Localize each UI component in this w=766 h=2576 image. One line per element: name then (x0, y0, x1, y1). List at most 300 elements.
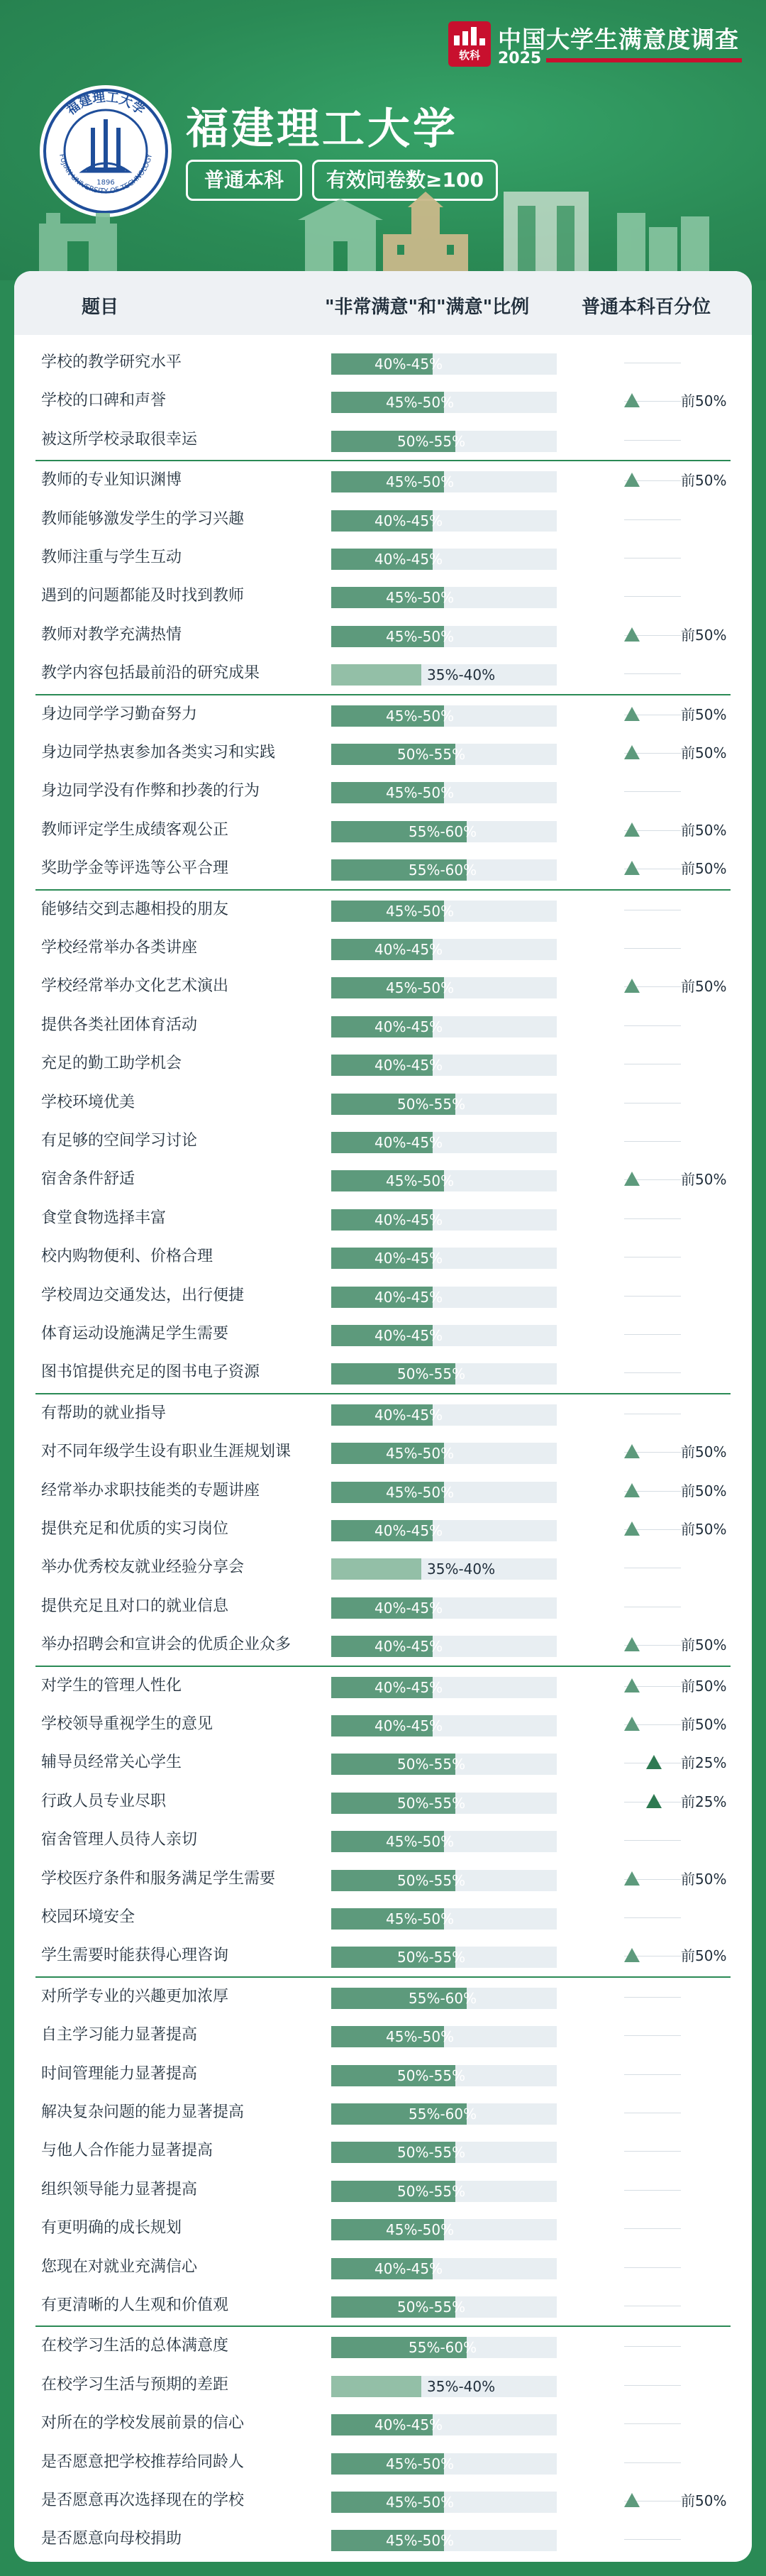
valid-count-badge: 有效问卷数≥100 (312, 160, 498, 201)
question-text: 组织领导能力显著提高 (41, 2180, 198, 2198)
survey-row (14, 1821, 752, 1859)
percentile-label: 前50% (681, 1171, 727, 1189)
survey-logo-text: 软科 (458, 49, 480, 62)
percentile-label: 前50% (681, 1677, 727, 1695)
question-text: 在校学习生活与预期的差距 (41, 2375, 229, 2394)
survey-row (14, 1353, 752, 1392)
ratio-track (331, 1870, 557, 1891)
question-text: 在校学习生活的总体满意度 (41, 2337, 229, 2355)
percentile-guide-line (624, 673, 681, 674)
survey-row (14, 1084, 752, 1122)
question-text: 有帮助的就业指导 (41, 1404, 167, 1422)
question-text: 对所在的学校发展前景的信心 (41, 2414, 245, 2433)
survey-row (14, 1045, 752, 1083)
survey-row (14, 1744, 752, 1782)
survey-row (14, 695, 752, 734)
ratio-label: 40%-45% (374, 1638, 443, 1656)
question-text: 有足够的空间学习讨论 (41, 1132, 198, 1150)
percentile-label: 前50% (681, 821, 727, 839)
question-text: 学校的口碑和声誉 (41, 392, 167, 410)
question-text: 教师评定学生成绩客观公正 (41, 820, 229, 839)
ratio-label: 45%-50% (386, 394, 455, 412)
ratio-bar (331, 1558, 421, 1580)
ratio-track (331, 1170, 557, 1191)
header (0, 0, 766, 280)
ratio-label: 45%-50% (386, 473, 455, 491)
ratio-label: 40%-45% (374, 356, 443, 373)
ratio-track (331, 2219, 557, 2240)
ratio-track (331, 1325, 557, 1346)
percentile-guide-line (624, 1025, 681, 1026)
ratio-track (331, 2026, 557, 2047)
survey-row (14, 1860, 752, 1898)
percentile-triangle-icon (624, 1871, 640, 1886)
survey-row (14, 1199, 752, 1238)
ratio-label: 40%-45% (374, 1134, 443, 1151)
percentile-label: 前25% (681, 1754, 727, 1772)
question-text: 学校领导重视学生的意见 (41, 1715, 213, 1733)
ratio-label: 40%-45% (374, 1717, 443, 1734)
question-text: 与他人合作能力显著提高 (41, 2142, 213, 2160)
survey-row (14, 2016, 752, 2054)
percentile-triangle-icon (624, 473, 640, 487)
ratio-label: 35%-40% (427, 1561, 496, 1578)
percentile-guide-line (624, 2267, 681, 2268)
percentile-triangle-icon (646, 1755, 662, 1769)
percentile-label: 前50% (681, 978, 727, 996)
survey-row (14, 654, 752, 693)
survey-row (14, 1277, 752, 1315)
survey-row (14, 539, 752, 577)
question-text: 自主学习能力显著提高 (41, 2026, 198, 2044)
ratio-track (331, 1908, 557, 1930)
university-name: 福建理工大学 (186, 104, 458, 154)
ratio-track (331, 1209, 557, 1231)
percentile-guide-line (624, 791, 681, 792)
percentile-label: 前50% (681, 392, 727, 410)
ratio-track (331, 2181, 557, 2202)
ratio-track (331, 2492, 557, 2513)
ratio-track (331, 2142, 557, 2163)
percentile-guide-line (624, 1296, 681, 1297)
question-text: 学校经常举办文化艺术演出 (41, 977, 229, 996)
ratio-bar (331, 664, 421, 686)
ratio-track (331, 859, 557, 881)
percentile-guide-line (624, 2151, 681, 2152)
ratio-bar (331, 2376, 421, 2397)
survey-row (14, 1472, 752, 1510)
ratio-track (331, 1363, 557, 1385)
ratio-label: 45%-50% (386, 902, 455, 920)
ratio-track (331, 2296, 557, 2318)
question-text: 被这所学校录取很幸运 (41, 430, 198, 448)
percentile-triangle-icon (624, 1637, 640, 1651)
question-text: 举办招聘会和宣讲会的优质企业众多 (41, 1636, 292, 1654)
ratio-track (331, 2453, 557, 2475)
survey-row (14, 2520, 752, 2558)
percentile-triangle-icon (624, 393, 640, 407)
survey-row (14, 1433, 752, 1471)
ratio-track (331, 549, 557, 570)
ratio-track (331, 1715, 557, 1736)
question-text: 对不同年级学生设有职业生涯规划课 (41, 1443, 292, 1461)
ratio-label: 55%-60% (409, 1989, 477, 2007)
ratio-label: 40%-45% (374, 1406, 443, 1424)
ratio-track (331, 1988, 557, 2009)
percentile-triangle-icon (624, 1444, 640, 1458)
percentile-label: 前25% (681, 1793, 727, 1810)
percentile-triangle-icon (624, 979, 640, 993)
question-text: 您现在对就业充满信心 (41, 2257, 198, 2276)
ratio-track (331, 744, 557, 765)
survey-row (14, 616, 752, 654)
question-text: 学校周边交通发达，出行便捷 (41, 1286, 245, 1304)
ratio-track (331, 782, 557, 803)
ratio-track (331, 1636, 557, 1657)
ratio-label: 50%-55% (397, 432, 466, 450)
survey-row (14, 343, 752, 382)
ratio-label: 50%-55% (397, 2299, 466, 2316)
survey-row (14, 734, 752, 772)
question-text: 身边同学热衷参加各类实习和实践 (41, 744, 276, 761)
percentile-guide-line (624, 2462, 681, 2463)
question-text: 对学生的管理人性化 (41, 1676, 182, 1695)
ratio-label: 50%-55% (397, 1949, 466, 1966)
survey-row (14, 2093, 752, 2132)
ratio-label: 40%-45% (374, 1327, 443, 1344)
question-text: 身边同学没有作弊和抄袭的行为 (41, 782, 260, 800)
ratio-track (331, 471, 557, 492)
percentile-guide-line (624, 1141, 681, 1142)
question-text: 教师注重与学生互动 (41, 549, 182, 566)
ratio-track (331, 1248, 557, 1269)
percentile-label: 前50% (681, 1716, 727, 1733)
question-text: 是否愿意向母校捐助 (41, 2530, 182, 2548)
question-text: 充足的勤工助学机会 (41, 1055, 182, 1073)
ratio-track (331, 1677, 557, 1698)
question-text: 宿舍管理人员待人亲切 (41, 1831, 198, 1849)
ratio-track (331, 431, 557, 452)
percentile-triangle-icon (624, 1678, 640, 1692)
survey-row (14, 772, 752, 810)
percentile-guide-line (624, 2035, 681, 2036)
survey-row (14, 500, 752, 539)
question-text: 奖助学金等评选等公平合理 (41, 859, 229, 878)
ratio-track (331, 2337, 557, 2358)
question-text: 体育运动设施满足学生需要 (41, 1325, 229, 1343)
ratio-label: 45%-50% (386, 979, 455, 997)
question-text: 图书馆提供充足的图书电子资源 (41, 1363, 260, 1382)
ratio-label: 45%-50% (386, 1172, 455, 1190)
percentile-guide-line (624, 2228, 681, 2229)
ratio-label: 40%-45% (374, 1250, 443, 1267)
survey-row (14, 1548, 752, 1587)
ratio-track (331, 1754, 557, 1775)
percentile-guide-line (624, 2346, 681, 2347)
question-text: 能够结交到志趣相投的朋友 (41, 900, 229, 918)
question-text: 教师的专业知识渊博 (41, 471, 182, 490)
ratio-label: 40%-45% (374, 1057, 443, 1074)
ratio-track (331, 664, 557, 686)
survey-row (14, 967, 752, 1006)
percentile-label: 前50% (681, 472, 727, 490)
ratio-label: 45%-50% (386, 1910, 455, 1927)
ratio-label: 45%-50% (386, 2028, 455, 2046)
percentile-guide-line (624, 440, 681, 441)
ratio-track (331, 821, 557, 842)
survey-row (14, 2404, 752, 2443)
column-header-percentile: 普通本科百分位 (582, 297, 711, 318)
question-text: 时间管理能力显著提高 (41, 2064, 198, 2083)
ratio-track (331, 1597, 557, 1619)
percentile-guide-line (624, 2190, 681, 2191)
ratio-track (331, 353, 557, 375)
ratio-label: 50%-55% (397, 1871, 466, 1889)
percentile-label: 前50% (681, 1521, 727, 1538)
question-text: 校园环境安全 (41, 1908, 135, 1926)
percentile-triangle-icon (646, 1794, 662, 1808)
question-text: 辅导员经常关心学生 (41, 1754, 182, 1772)
survey-row (14, 1122, 752, 1160)
percentile-guide-line (624, 1334, 681, 1335)
ratio-track (331, 2258, 557, 2279)
survey-row (14, 382, 752, 420)
school-level-badge: 普通本科 (186, 160, 302, 201)
ratio-track (331, 1947, 557, 1968)
question-text: 行政人员专业尽职 (41, 1792, 167, 1810)
question-text: 学生需要时能获得心理咨询 (41, 1947, 229, 1965)
percentile-guide-line (624, 1840, 681, 1841)
survey-row (14, 1937, 752, 1975)
question-text: 举办优秀校友就业经验分享会 (41, 1558, 245, 1577)
ratio-label: 40%-45% (374, 2259, 443, 2277)
question-text: 有更清晰的人生观和价值观 (41, 2296, 229, 2314)
percentile-guide-line (624, 2539, 681, 2540)
survey-row (14, 929, 752, 967)
ratio-track (331, 1520, 557, 1541)
survey-row (14, 811, 752, 849)
question-text: 提供各类社团体育活动 (41, 1015, 198, 1034)
percentile-label: 前50% (681, 1870, 727, 1888)
column-header-question: 题目 (82, 297, 119, 318)
ratio-label: 45%-50% (386, 1483, 455, 1501)
survey-row (14, 2248, 752, 2286)
question-text: 有更明确的成长规划 (41, 2219, 182, 2238)
percentile-label: 前50% (681, 1482, 727, 1499)
ratio-label: 45%-50% (386, 589, 455, 607)
percentile-label: 前50% (681, 860, 727, 878)
ratio-track (331, 1558, 557, 1580)
percentile-label: 前50% (681, 1947, 727, 1965)
ratio-track (331, 2103, 557, 2125)
ratio-track (331, 901, 557, 922)
ratio-track (331, 1831, 557, 1852)
ratio-label: 50%-55% (397, 1756, 466, 1773)
survey-row (14, 1160, 752, 1199)
ratio-track (331, 1016, 557, 1037)
percentile-guide-line (624, 1917, 681, 1918)
question-text: 身边同学学习勤奋努力 (41, 705, 198, 723)
ratio-label: 45%-50% (386, 707, 455, 725)
survey-row (14, 2366, 752, 2404)
percentile-guide-line (624, 596, 681, 597)
survey-year: 2025 (498, 50, 542, 67)
question-text: 解决复杂问题的能力显著提高 (41, 2103, 245, 2121)
survey-row (14, 2055, 752, 2093)
ratio-label: 50%-55% (397, 2066, 466, 2084)
ratio-label: 45%-50% (386, 627, 455, 645)
ratio-track (331, 626, 557, 647)
question-text: 宿舍条件舒适 (41, 1170, 135, 1189)
question-text: 是否愿意把学校推荐给同龄人 (41, 2453, 245, 2471)
ratio-label: 50%-55% (397, 2144, 466, 2162)
survey-row (14, 461, 752, 500)
survey-row (14, 1898, 752, 1937)
percentile-label: 前50% (681, 705, 727, 723)
ratio-label: 55%-60% (409, 822, 477, 840)
question-text: 校内购物便利、价格合理 (41, 1248, 213, 1266)
ratio-track (331, 977, 557, 998)
ratio-label: 40%-45% (374, 2416, 443, 2434)
ratio-label: 50%-55% (397, 746, 466, 763)
survey-row (14, 1587, 752, 1626)
ratio-track (331, 705, 557, 727)
percentile-triangle-icon (624, 1948, 640, 1962)
survey-row (14, 891, 752, 929)
ratio-track (331, 392, 557, 413)
ratio-label: 40%-45% (374, 1288, 443, 1306)
ratio-track (331, 1404, 557, 1426)
question-text: 经常举办求职技能类的专题讲座 (41, 1481, 260, 1499)
percentile-triangle-icon (624, 627, 640, 642)
ratio-track (331, 587, 557, 608)
survey-row (14, 1006, 752, 1045)
question-text: 学校的教学研究水平 (41, 353, 182, 371)
survey-row (14, 421, 752, 459)
question-text: 学校经常举办各类讲座 (41, 939, 198, 957)
survey-row (14, 2286, 752, 2325)
bar-chart-icon (454, 27, 485, 45)
question-text: 学校环境优美 (41, 1093, 135, 1111)
survey-row (14, 849, 752, 888)
ratio-track (331, 1132, 557, 1153)
ratio-label: 40%-45% (374, 512, 443, 529)
ratio-label: 45%-50% (386, 2494, 455, 2511)
percentile-triangle-icon (624, 707, 640, 721)
percentile-label: 前50% (681, 744, 727, 761)
question-text: 提供充足且对口的就业信息 (41, 1597, 229, 1615)
percentile-guide-line (624, 948, 681, 949)
ratio-track (331, 1055, 557, 1076)
ratio-label: 40%-45% (374, 1211, 443, 1228)
survey-row (14, 2132, 752, 2170)
percentile-triangle-icon (624, 822, 640, 837)
survey-row (14, 1315, 752, 1353)
percentile-guide-line (624, 2385, 681, 2386)
percentile-guide-line (624, 1372, 681, 1373)
ratio-label: 45%-50% (386, 784, 455, 802)
ratio-label: 40%-45% (374, 1018, 443, 1035)
survey-row (14, 1510, 752, 1548)
ratio-track (331, 1443, 557, 1464)
ratio-label: 35%-40% (427, 2377, 496, 2395)
question-text: 遇到的问题都能及时找到教师 (41, 587, 245, 605)
survey-logo (448, 21, 491, 67)
ratio-track (331, 2376, 557, 2397)
question-text: 教师能够激发学生的学习兴趣 (41, 510, 245, 528)
ratio-track (331, 510, 557, 532)
question-text: 提供充足和优质的实习岗位 (41, 1520, 229, 1538)
question-text: 对所学专业的兴趣更加浓厚 (41, 1987, 229, 2005)
question-text: 是否愿意再次选择现在的学校 (41, 2492, 245, 2509)
ratio-label: 40%-45% (374, 1599, 443, 1617)
survey-row (14, 1626, 752, 1664)
ratio-label: 55%-60% (409, 862, 477, 879)
survey-row (14, 577, 752, 615)
survey-row (14, 2482, 752, 2520)
percentile-triangle-icon (624, 1717, 640, 1731)
ratio-track (331, 2065, 557, 2086)
ratio-track (331, 2414, 557, 2435)
question-text: 教师对教学充满热情 (41, 625, 182, 644)
survey-row (14, 2443, 752, 2482)
survey-row (14, 1667, 752, 1705)
survey-row (14, 1783, 752, 1821)
column-header-satisfaction-ratio: "非常满意"和"满意"比例 (325, 297, 530, 318)
percentile-guide-line (624, 519, 681, 520)
ratio-label: 40%-45% (374, 941, 443, 958)
university-logo-cn: 福建理工大学 (64, 89, 148, 119)
campus-skyline-illustration (0, 192, 766, 280)
question-text: 教学内容包括最前沿的研究成果 (41, 664, 260, 683)
question-text: 学校医疗条件和服务满足学生需要 (41, 1869, 276, 1888)
percentile-triangle-icon (624, 745, 640, 759)
university-logo-en: FUJIAN UNIVERSITY OF TECHNOLOGY (57, 153, 155, 196)
survey-row (14, 2171, 752, 2209)
percentile-triangle-icon (624, 1521, 640, 1536)
percentile-triangle-icon (624, 1483, 640, 1497)
ratio-label: 50%-55% (397, 1794, 466, 1812)
ratio-track (331, 1482, 557, 1503)
survey-row (14, 2209, 752, 2247)
ratio-label: 55%-60% (409, 2106, 477, 2123)
survey-title-underline (546, 58, 742, 62)
percentile-triangle-icon (624, 861, 640, 875)
ratio-label: 40%-45% (374, 1678, 443, 1696)
ratio-track (331, 1287, 557, 1308)
university-logo-year: 1896 (96, 179, 115, 187)
percentile-triangle-icon (624, 1172, 640, 1186)
ratio-label: 50%-55% (397, 1095, 466, 1113)
percentile-guide-line (624, 2423, 681, 2424)
ratio-track (331, 939, 557, 960)
ratio-label: 45%-50% (386, 2221, 455, 2239)
percentile-triangle-icon (624, 2493, 640, 2507)
ratio-label: 45%-50% (386, 2455, 455, 2472)
ratio-track (331, 1094, 557, 1115)
survey-row (14, 1394, 752, 1433)
ratio-track (331, 1793, 557, 1814)
percentile-label: 前50% (681, 1636, 727, 1654)
percentile-guide-line (624, 1218, 681, 1219)
table-header (14, 271, 752, 335)
ratio-label: 45%-50% (386, 2532, 455, 2550)
survey-row (14, 1238, 752, 1276)
question-text: 食堂食物选择丰富 (41, 1209, 167, 1227)
ratio-label: 40%-45% (374, 1522, 443, 1539)
percentile-guide-line (624, 2074, 681, 2075)
survey-title: 中国大学生满意度调查 (498, 26, 739, 53)
